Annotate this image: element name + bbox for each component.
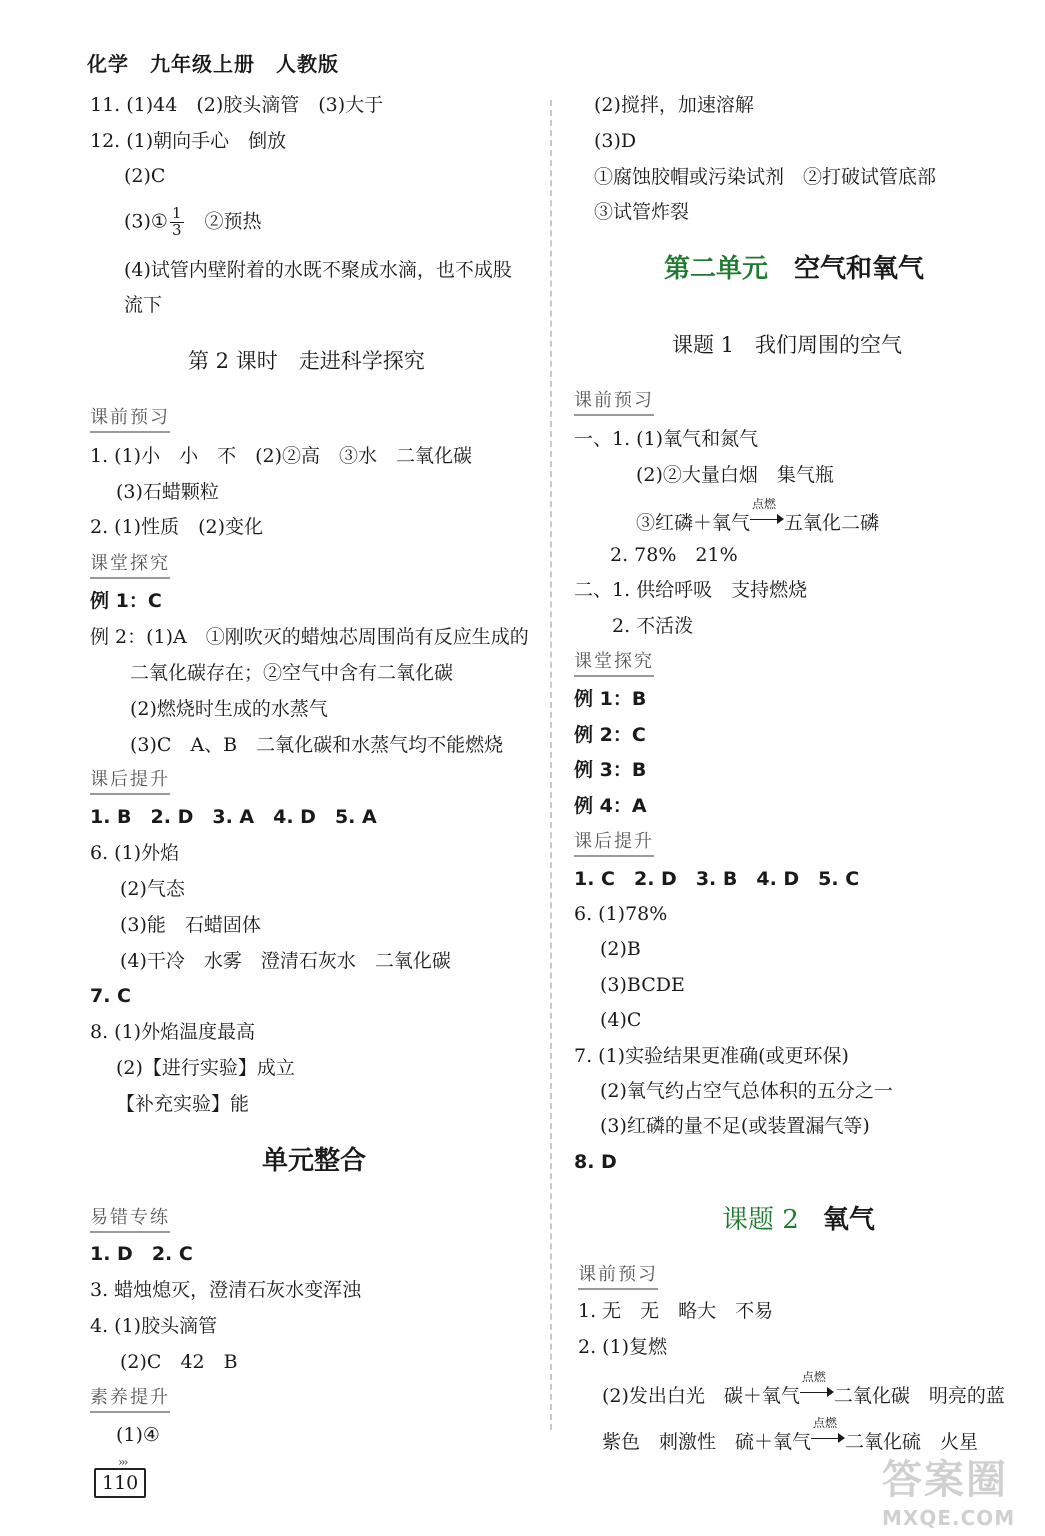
answer-12-3 (124, 206, 262, 239)
reaction-arrow (811, 1416, 845, 1448)
error-3: 3. 蜡烛熄灭，澄清石灰水变浑浊 (90, 1279, 362, 1301)
topic-2-name: 氧气 (822, 1205, 875, 1235)
answer-12-4b: 流下 (124, 294, 163, 316)
watermark (878, 1448, 1038, 1533)
unit-2-number: 第二单元 (664, 254, 769, 284)
answer-11: 11. (1)44 (2)胶头滴管 (3)大于 (90, 94, 384, 116)
after-1-5: 1. B 2. D 3. A 4. D 5. A (90, 806, 377, 828)
pre-q2: 2. 78% 21% (610, 544, 738, 566)
oxygen-2: 2. (1)复燃 (578, 1336, 668, 1358)
example-2a: 例 2：(1)A ①刚吹灭的蜡烛芯周围尚有反应生成的 (90, 626, 529, 648)
right-after-7-2: (2)氧气约占空气总体积的五分之一 (600, 1080, 893, 1102)
right-line-1: (2)搅拌，加速溶解 (594, 94, 754, 116)
right-line-4: ③试管炸裂 (594, 201, 690, 223)
after-6-3: (3)能 石蜡固体 (120, 914, 261, 936)
watermark-text: 答案圈 (882, 1457, 1008, 1503)
after-8: 8. (1)外焰温度最高 (90, 1021, 256, 1043)
right-after-6: 6. (1)78% (574, 903, 668, 925)
after-6-2: (2)气态 (120, 878, 185, 900)
oxygen-2-2-post: 二氧化碳 明亮的蓝 (833, 1385, 1005, 1407)
topic-1-title: 课题 1 我们周围的空气 (672, 333, 903, 357)
reaction-condition: 点燃 (752, 497, 777, 511)
page-number: 110 (102, 1472, 139, 1494)
page-number-box (94, 1468, 146, 1498)
reaction-arrow (750, 497, 784, 529)
right-example-3: 例 3：B (574, 759, 647, 781)
after-8-3: 【补充实验】能 (116, 1093, 250, 1115)
tag-classroom: 课堂探究 (90, 555, 170, 579)
unit-summary-title: 单元整合 (262, 1146, 367, 1176)
tag-after-right: 课后提升 (574, 833, 654, 857)
topic-2-title (722, 1207, 875, 1233)
tag-after-class: 课后提升 (90, 771, 170, 795)
answer-12-3-pre: (3)① (124, 210, 168, 233)
column-divider (550, 100, 552, 1430)
example-1: 例 1：C (90, 590, 162, 612)
pre-q1-3 (636, 497, 880, 534)
tag-classroom-right: 课堂探究 (574, 653, 654, 677)
right-line-2: (3)D (594, 130, 637, 152)
right-after-8: 8. D (574, 1151, 617, 1173)
after-6-4: (4)干冷 水雾 澄清石灰水 二氧化碳 (120, 950, 451, 972)
fraction-one-third (170, 206, 184, 239)
right-example-1: 例 1：B (574, 688, 647, 710)
topic-2-number: 课题 2 (722, 1205, 799, 1235)
pre-q1: 一、1. (1)氧气和氮气 (574, 428, 759, 450)
answer-12-3-post: ②预热 (185, 210, 262, 233)
pre-q3: 二、1. 供给呼吸 支持燃烧 (574, 579, 808, 601)
pre-q1-3-pre: ③红磷＋氧气 (636, 512, 751, 534)
preview-2: 2. (1)性质 (2)变化 (90, 516, 263, 538)
error-4: 4. (1)胶头滴管 (90, 1315, 218, 1337)
reaction-arrow (800, 1370, 834, 1402)
answer-12: 12. (1)朝向手心 倒放 (90, 130, 287, 152)
right-after-6-4: (4)C (600, 1009, 642, 1031)
tag-preview: 课前预习 (90, 409, 170, 433)
literacy-1: (1)④ (116, 1424, 160, 1446)
oxygen-2-2 (602, 1370, 1005, 1407)
page-header: 化学 九年级上册 人教版 (87, 52, 339, 76)
unit-2-name: 空气和氧气 (794, 254, 925, 284)
tag-preview-right-2: 课前预习 (578, 1266, 658, 1290)
after-8-2: (2)【进行实验】成立 (116, 1057, 295, 1079)
example-2c: (2)燃烧时生成的水蒸气 (130, 698, 328, 720)
right-example-2: 例 2：C (574, 724, 646, 746)
preview-1-3: (3)石蜡颗粒 (116, 481, 219, 503)
oxygen-1: 1. 无 无 略大 不易 (578, 1300, 774, 1322)
watermark-url: MXQE.COM (882, 1506, 1016, 1530)
answer-12-2: (2)C (124, 165, 166, 187)
reaction-condition: 点燃 (813, 1416, 838, 1430)
pre-q3-2: 2. 不活泼 (612, 615, 694, 637)
fraction-denominator: 3 (171, 220, 182, 239)
example-2b: 二氧化碳存在；②空气中含有二氧化碳 (130, 662, 454, 684)
reaction-condition: 点燃 (801, 1370, 826, 1384)
page-arrows-icon: ››› (118, 1455, 127, 1469)
right-after-7: 7. (1)实验结果更准确(或更环保) (574, 1045, 849, 1067)
fraction-numerator: 1 (171, 204, 182, 222)
tag-preview-right: 课前预习 (574, 392, 654, 416)
example-2d: (3)C A、B 二氧化碳和水蒸气均不能燃烧 (130, 734, 504, 756)
right-after-1-5: 1. C 2. D 3. B 4. D 5. C (574, 868, 860, 890)
right-after-7-3: (3)红磷的量不足(或装置漏气等) (600, 1115, 870, 1137)
right-after-6-2: (2)B (600, 938, 641, 960)
error-4-2: (2)C 42 B (120, 1351, 238, 1373)
right-line-3: ①腐蚀胶帽或污染试剂 ②打破试管底部 (594, 166, 937, 188)
after-6: 6. (1)外焰 (90, 842, 180, 864)
section-title-lesson2: 第 2 课时 走进科学探究 (188, 349, 425, 373)
pre-q1-2: (2)②大量白烟 集气瓶 (636, 464, 834, 486)
oxygen-2-3-post: 二氧化硫 火星 (845, 1431, 979, 1453)
preview-1: 1. (1)小 小 不 (2)②高 ③水 二氧化碳 (90, 445, 472, 467)
oxygen-2-3-pre: 紫色 刺激性 硫＋氧气 (602, 1431, 812, 1453)
tag-literacy: 素养提升 (90, 1389, 170, 1413)
after-7: 7. C (90, 985, 131, 1007)
error-1-2: 1. D 2. C (90, 1243, 193, 1265)
tag-error-practice: 易错专练 (90, 1209, 170, 1233)
unit-2-title (664, 256, 924, 282)
pre-q1-3-post: 五氧化二磷 (784, 512, 880, 534)
right-example-4: 例 4：A (574, 795, 647, 817)
answer-12-4a: (4)试管内壁附着的水既不聚成水滴，也不成股 (124, 259, 512, 281)
right-after-6-3: (3)BCDE (600, 974, 685, 996)
oxygen-2-2-pre: (2)发出白光 碳＋氧气 (602, 1385, 800, 1407)
